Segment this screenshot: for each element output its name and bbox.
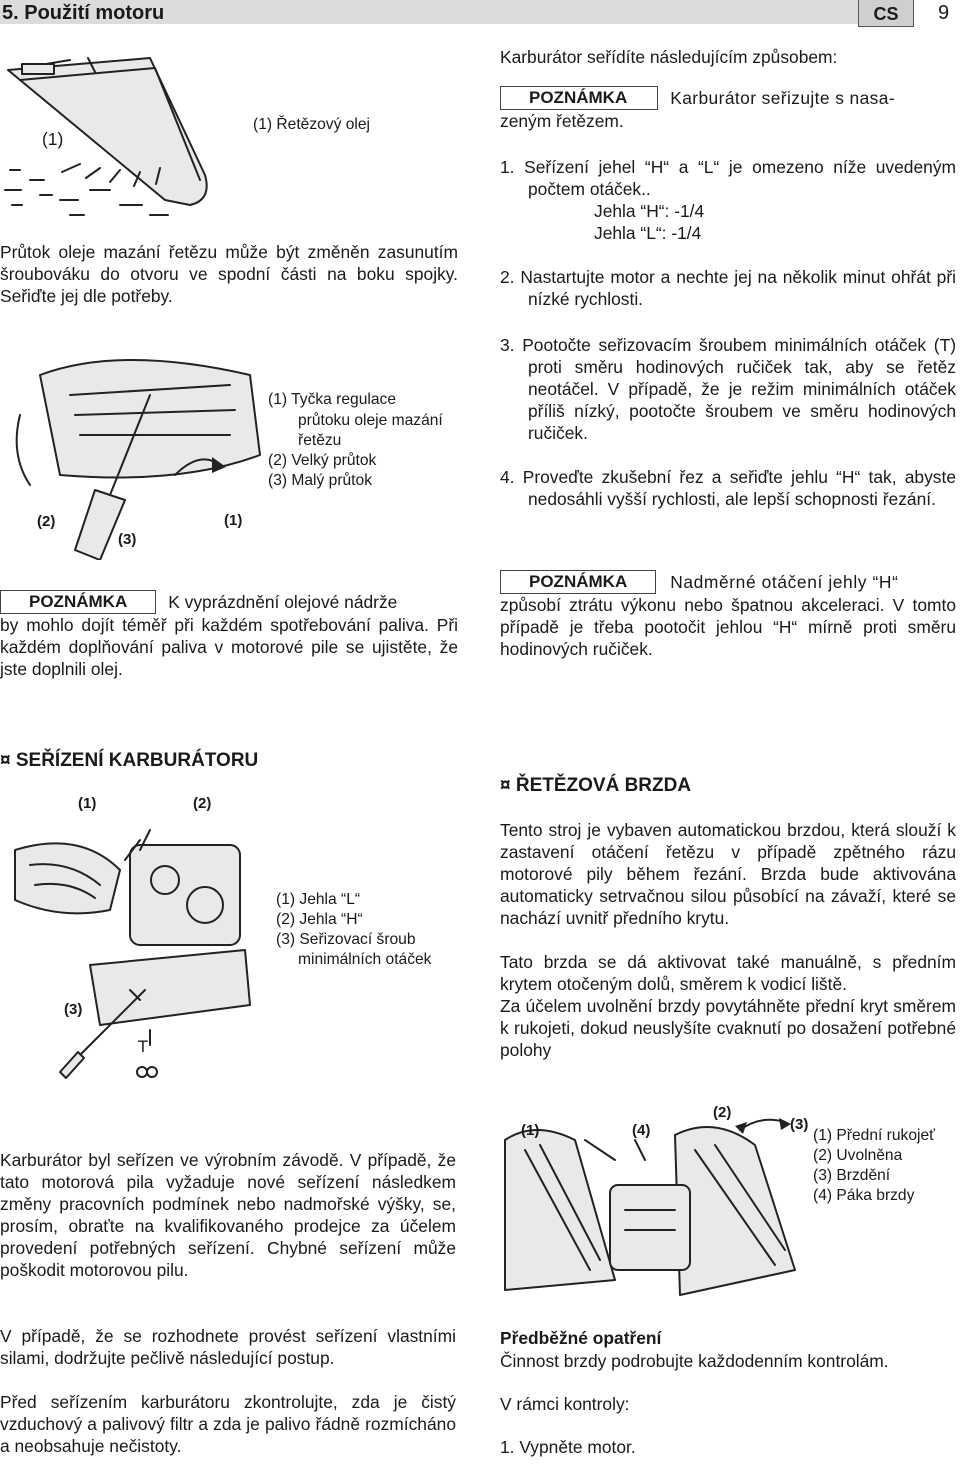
fig4-callout-2: (2)	[713, 1104, 732, 1121]
fig3-legend-2: (2) Jehla “H“	[276, 911, 363, 928]
figure-chain-oil	[0, 40, 420, 230]
fig4-legend-2: (2) Uvolněna	[813, 1147, 903, 1164]
fig1-legend: (1) Řetězový olej	[253, 116, 370, 133]
self-adjust-paragraph: V případě, že se rozhodnete provést seřízení vlastními silami, dodržujte pečlivě následující postup.	[0, 1326, 456, 1368]
fig2-callout-3: (3)	[118, 531, 137, 548]
note2-text-rest: zeným řetězem.	[500, 111, 624, 131]
fig2-legend-1a: (1) Tyčka regulace	[268, 391, 396, 408]
fig2-legend-2: (2) Velký průtok	[268, 452, 377, 469]
note-overturn	[500, 570, 956, 660]
fig1-callout-1: (1)	[42, 129, 64, 149]
chain-brake-illustration	[495, 1100, 815, 1310]
precaution-heading: Předběžné opatření	[500, 1328, 662, 1348]
fig3-callout-1: (1)	[78, 795, 97, 812]
oil-flow-paragraph: Průtok oleje mazání řetězu může být změněn zasunutím šroubováku do otvoru ve spodní části na boku spojky. Seřiďte jej dle potřeby.	[0, 242, 458, 306]
fig2-legend-1c: řetězu	[298, 432, 342, 449]
step-1-needle-h: Jehla “H“: -1/4	[594, 201, 705, 221]
fig2-callout-1: (1)	[224, 512, 243, 529]
note-label: POZNÁMKA	[500, 570, 656, 594]
fig2-legend-3: (3) Malý průtok	[268, 472, 372, 489]
figure-carburetor	[0, 790, 460, 1090]
fig4-callout-1: (1)	[521, 1122, 540, 1139]
brake-paragraph-3: Za účelem uvolnění brzdy povytáhněte přední kryt směrem k rukojeti, dokud neuslyšíte cvaknutí po dosažení potřebné polohy	[500, 996, 956, 1060]
note3-text-rest: způsobí ztrátu výkonu nebo špatnou akceleraci. V tomto případě je třeba pootočit jehlou “H“ mírně proti směru hodinových ručiček.	[500, 595, 956, 659]
section-header	[0, 0, 960, 26]
fig3-legend-3a: (3) Seřizovací šroub	[276, 931, 416, 948]
step-3: 3. Pootočte seřizovacím šroubem minimálních otáček (T) proti směru hodinových ručiček tak, aby se řetěz neotáčel. V případě, že je režim minimálních otáček příliš nízký, pootočte šroubem ve směru hodinových ručiček.	[500, 335, 956, 443]
carb-intro: Karburátor seřídíte následujícím způsobem:	[500, 47, 838, 67]
check-step-1: 1. Vypněte motor.	[500, 1437, 636, 1457]
figure-oil-flow-adjust	[0, 335, 460, 560]
note-oil-tank	[0, 590, 458, 680]
fig2-callout-2: (2)	[37, 513, 56, 530]
fig3-legend-3b: minimálních otáček	[298, 951, 432, 968]
factory-paragraph: Karburátor byl seřízen ve výrobním závodě. V případě, že tato motorová pila vyžaduje nové seřízení následkem změny pracovních podmínek nebo nadmořské výšky, se, prosím, obraťte na kvalifikovaného prodejce za účelem provedení potřebných seřízení. Chybné seřízení může poškodit motorovou pilu.	[0, 1150, 456, 1280]
fig3-callout-2: (2)	[193, 795, 212, 812]
brake-paragraph-2: Tato brzda se dá aktivovat také manuálně, s předním krytem otočeným dolů, směrem k vodicí liště.	[500, 952, 956, 994]
brake-paragraph-1: Tento stroj je vybaven automatickou brzdou, která slouží k zastavení otáčení řetězu v případě zpětného rázu motorové pily během řezání. Brzda bude aktivována automaticky setrvačnou silou působící na závaží, které se nachází uvnitř předního krytu.	[500, 820, 956, 928]
step-1-needle-l: Jehla “L“: -1/4	[594, 223, 702, 243]
fig4-callout-3: (3)	[790, 1116, 809, 1133]
note2-text-first: Karburátor seřizujte s nasa-	[670, 88, 896, 108]
figure-chain-brake	[495, 1100, 960, 1310]
note1-text-first: K vyprázdnění olejové nádrže	[168, 592, 398, 612]
fig3-legend-1: (1) Jehla “L“	[276, 891, 361, 908]
check-paragraph: Před seřízením karburátoru zkontrolujte, zda je čistý vzduchový a palivový filtr a zda je palivo řádně rozmícháno a neobsahuje nečistoty.	[0, 1392, 456, 1456]
fig4-legend-1: (1) Přední rukojeť	[813, 1127, 935, 1144]
brake-heading: ¤ ŘETĚZOVÁ BRZDA	[500, 775, 692, 796]
step-1: 1. Seřízení jehel “H“ a “L“ je omezeno níže uvedeným počtem otáček..	[500, 157, 956, 199]
precaution-text: Činnost brzdy podrobujte každodenním kontrolám.	[500, 1351, 889, 1371]
section-title: 5. Použití motoru	[2, 2, 165, 24]
step-4: 4. Proveďte zkušební řez a seřiďte jehlu “H“ tak, abyste nedosáhli vyšší rychlosti, ale lepší schopnosti řezání.	[500, 467, 956, 509]
note-label: POZNÁMKA	[500, 86, 658, 110]
fig4-callout-4: (4)	[632, 1122, 651, 1139]
check-intro: V rámci kontroly:	[500, 1394, 630, 1414]
fig3-callout-3: (3)	[64, 1001, 83, 1018]
svg-text:T: T	[138, 1037, 148, 1056]
fig4-legend-4: (4) Páka brzdy	[813, 1187, 915, 1204]
page-number: 9	[938, 2, 950, 24]
carb-heading: ¤ SEŘÍZENÍ KARBURÁTORU	[0, 750, 259, 771]
note-label: POZNÁMKA	[0, 590, 156, 614]
note1-text-rest: by mohlo dojít téměř při každém spotřebování paliva. Při každém doplňování paliva v motorové pile se ujistěte, že jste doplnili olej.	[0, 615, 458, 679]
note3-text-first: Nadměrné otáčení jehly “H“	[670, 572, 899, 592]
fig2-legend-1b: průtoku oleje mazání	[298, 412, 443, 429]
language-badge-text: CS	[873, 4, 899, 24]
note-chain-mounted	[500, 86, 956, 132]
fig4-legend-3: (3) Brzdění	[813, 1167, 891, 1184]
step-2: 2. Nastartujte motor a nechte jej na několik minut ohřát při nízké rychlosti.	[500, 267, 956, 309]
carburetor-illustration	[0, 790, 265, 1090]
